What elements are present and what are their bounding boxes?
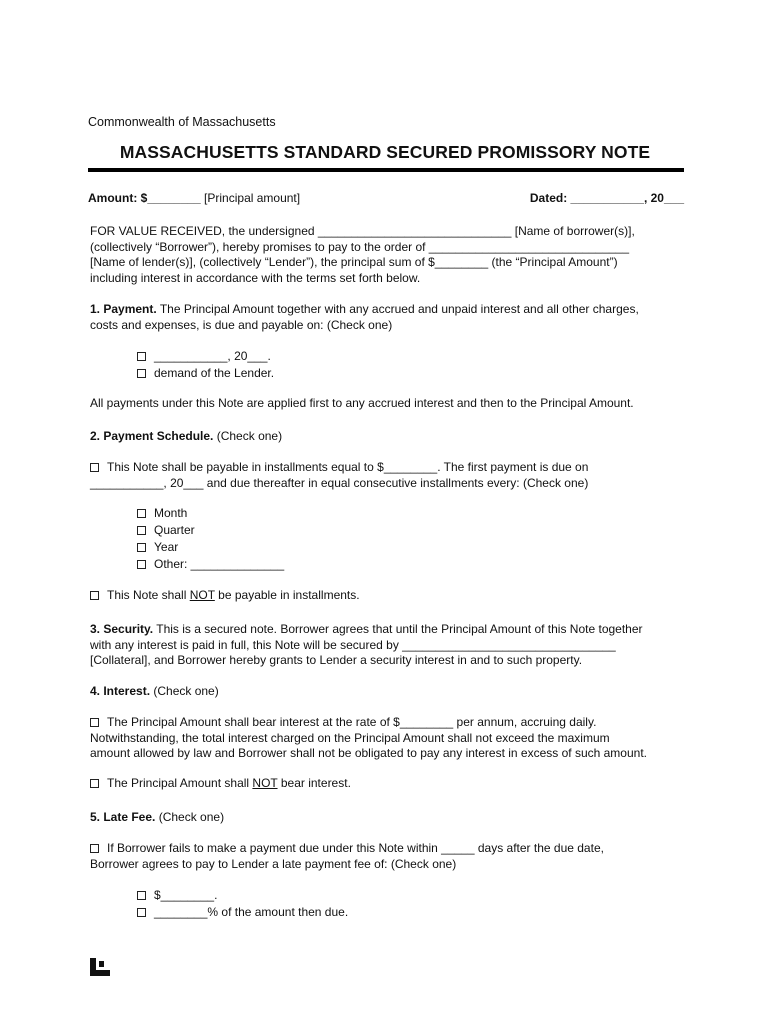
interest-heading-line: [90, 684, 690, 700]
document-logo-icon: [90, 958, 110, 976]
checkbox-icon[interactable]: [90, 779, 99, 788]
payment-section: [90, 302, 690, 333]
check-one-label: (Check one): [213, 429, 283, 443]
interest-text: The Principal Amount shall bear interest at the rate of $________ per annum, accruing daily.: [107, 715, 597, 729]
intro-line: [Name of lender(s)], (collectively “Lender”), the principal sum of $________ (the “Principal Amount”): [90, 255, 618, 269]
interest-none-option: [90, 776, 690, 792]
schedule-no-installments: [90, 588, 690, 604]
security-text: with any interest is paid in full, this Note will be secured by ________________________________: [90, 637, 616, 652]
checkbox-icon[interactable]: [90, 591, 99, 600]
checkbox-icon[interactable]: [137, 908, 146, 917]
not-emphasis: NOT: [252, 776, 278, 790]
option-label: Year: [154, 540, 179, 554]
security-section: [90, 622, 690, 669]
document-title: MASSACHUSETTS STANDARD SECURED PROMISSORY NOTE: [119, 142, 651, 162]
late-fee-option-amount[interactable]: [137, 888, 217, 902]
schedule-heading-line: [90, 429, 690, 445]
not-emphasis: NOT: [189, 588, 215, 602]
checkbox-icon[interactable]: [137, 509, 146, 518]
title-divider: [88, 168, 684, 172]
option-label: Month: [154, 506, 188, 520]
option-label: Other: ______________: [154, 557, 285, 571]
amount-line: [88, 191, 300, 205]
interest-text: amount allowed by law and Borrower shall not be obligated to pay any interest in excess of such amount.: [90, 746, 647, 760]
checkbox-icon[interactable]: [137, 369, 146, 378]
interest-heading: 4. Interest.: [90, 684, 151, 698]
dated-line: Dated: ___________, 20___: [529, 191, 684, 205]
intro-line: (collectively “Borrower”), hereby promises to pay to the order of ______________________________: [90, 239, 630, 254]
checkbox-icon[interactable]: [137, 891, 146, 900]
security-text: [Collateral], and Borrower hereby grants to Lender a security interest in and to such property.: [90, 653, 583, 667]
payment-option-date[interactable]: [137, 349, 271, 363]
option-label: $________.: [154, 888, 218, 902]
installments-text: This Note shall be payable in installments equal to $________. The first payment is due on: [107, 460, 589, 474]
amount-hint: [Principal amount]: [200, 191, 301, 205]
late-fee-option-percent[interactable]: [137, 905, 348, 919]
interest-text: bear interest.: [277, 776, 351, 790]
late-fee-heading-line: [90, 810, 690, 826]
schedule-heading: 2. Payment Schedule.: [90, 429, 214, 443]
no-installments-text: This Note shall: [107, 588, 190, 602]
period-option-other[interactable]: [137, 557, 284, 571]
option-label: demand of the Lender.: [154, 366, 275, 380]
checkbox-icon[interactable]: [137, 526, 146, 535]
option-label: ___________, 20___.: [154, 349, 271, 363]
late-fee-option: [90, 841, 690, 872]
check-one-label: (Check one): [155, 810, 225, 824]
checkbox-icon[interactable]: [137, 560, 146, 569]
period-option-year[interactable]: [137, 540, 178, 554]
payment-text: costs and expenses, is due and payable on: (Check one): [90, 317, 393, 332]
payment-heading: 1. Payment.: [90, 302, 157, 316]
payment-note: [90, 396, 690, 412]
state-name: Commonwealth of Massachusetts: [88, 115, 276, 129]
late-fee-text: Borrower agrees to pay to Lender a late payment fee of: (Check one): [90, 856, 457, 871]
payment-note-text: All payments under this Note are applied first to any accrued interest and then to the Principal Amount.: [90, 396, 634, 410]
checkbox-icon[interactable]: [90, 844, 99, 853]
intro-paragraph: [90, 224, 690, 286]
checkbox-icon[interactable]: [137, 543, 146, 552]
interest-text: The Principal Amount shall: [107, 776, 253, 790]
amount-label: Amount: $________: [88, 191, 201, 205]
interest-rate-option: [90, 715, 690, 762]
late-fee-text: If Borrower fails to make a payment due under this Note within _____ days after the due date,: [107, 841, 604, 855]
period-option-quarter[interactable]: [137, 523, 195, 537]
check-one-label: (Check one): [150, 684, 219, 698]
late-fee-heading: 5. Late Fee.: [90, 810, 156, 824]
payment-text: The Principal Amount together with any accrued and unpaid interest and all other charges,: [156, 302, 639, 316]
period-option-month[interactable]: [137, 506, 187, 520]
no-installments-text: be payable in installments.: [214, 588, 360, 602]
security-heading: 3. Security.: [90, 622, 154, 636]
security-text: This is a secured note. Borrower agrees that until the Principal Amount of this Note together: [153, 622, 643, 636]
option-label: Quarter: [154, 523, 195, 537]
intro-line: including interest in accordance with the terms set forth below.: [90, 270, 421, 285]
schedule-installments: [90, 460, 690, 491]
intro-line: FOR VALUE RECEIVED, the undersigned _____________________________ [Name of borrower(s)],: [90, 224, 635, 238]
checkbox-icon[interactable]: [90, 463, 99, 472]
installments-text: ___________, 20___ and due thereafter in equal consecutive installments every: (Check one): [90, 475, 589, 490]
interest-text: Notwithstanding, the total interest charged on the Principal Amount shall not exceed the maximum: [90, 730, 610, 745]
option-label: ________% of the amount then due.: [154, 905, 349, 919]
payment-option-demand[interactable]: [137, 366, 274, 380]
checkbox-icon[interactable]: [137, 352, 146, 361]
checkbox-icon[interactable]: [90, 718, 99, 727]
